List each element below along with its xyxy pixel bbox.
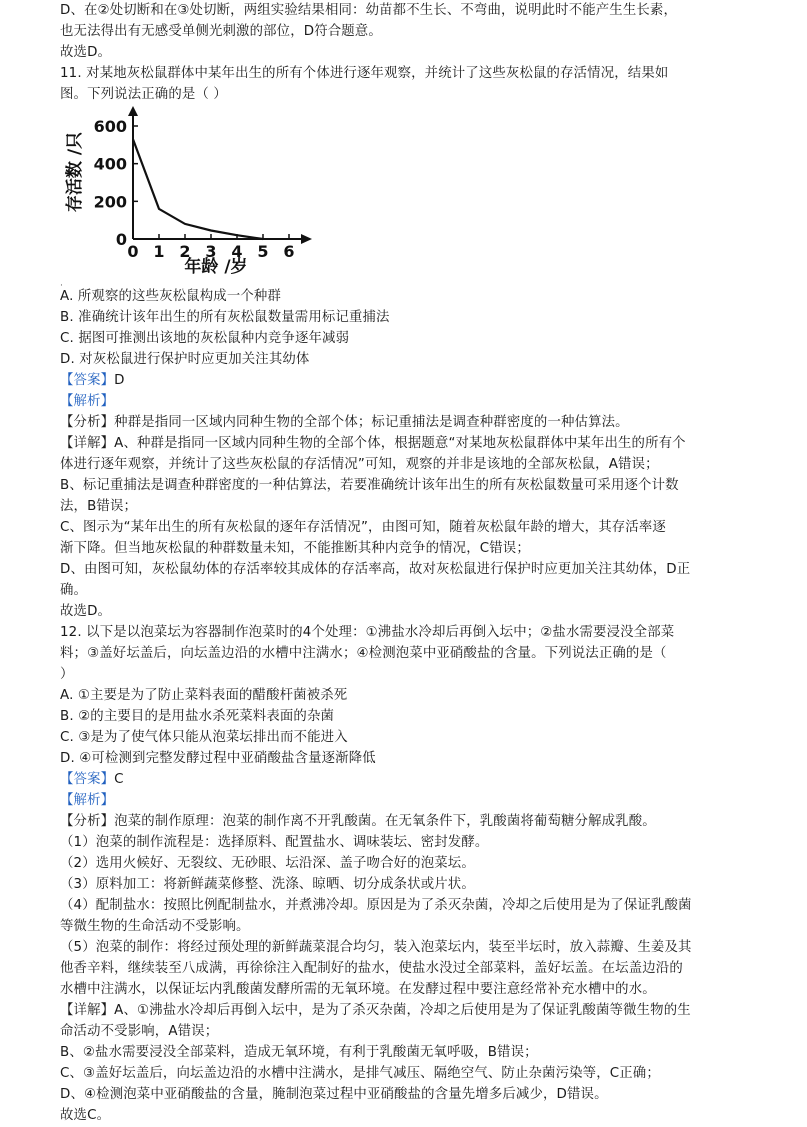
text-line: （5）泡菜的制作：将经过预处理的新鲜蔬菜混合均匀，装入泡菜坛内，装至半坛时，放入蒜瓣、生姜及其 bbox=[60, 940, 692, 955]
option-a: A. 所观察的这些灰松鼠构成一个种群 bbox=[60, 289, 281, 304]
option-b: B. 准确统计该年出生的所有灰松鼠数量需用标记重捕法 bbox=[60, 310, 390, 325]
text-line: 故选D。 bbox=[60, 604, 112, 619]
text-line: （3）原料加工：将新鲜蔬菜修整、洗涤、晾晒、切分成条状或片状。 bbox=[60, 877, 475, 892]
question-11-stem: 11. 对某地灰松鼠群体中某年出生的所有个体进行逐年观察，并统计了这些灰松鼠的存活情况，结果如 bbox=[60, 66, 669, 81]
text-line: （1）泡菜的制作流程是：选择原料、配置盐水、调味装坛、密封发酵。 bbox=[60, 835, 489, 850]
option-c: C. 据图可推测出该地的灰松鼠种内竞争逐年减弱 bbox=[60, 331, 350, 346]
answer-line bbox=[60, 769, 124, 790]
text-line: B、标记重捕法是调查种群密度的一种估算法，若要准确统计该年出生的所有灰松鼠数量可采用逐个计数 bbox=[60, 478, 679, 493]
text-line: A. ①主要是为了防止菜料表面的醋酸杆菌被杀死 bbox=[60, 688, 348, 703]
x-tick-label: 0 bbox=[127, 242, 139, 261]
x-axis-label: 年龄 /岁 bbox=[184, 257, 248, 277]
x-tick-label: 3 bbox=[205, 242, 217, 261]
text-line: 【详解】A、①沸盐水冷却后再倒入坛中，是为了杀灭杂菌，冷却之后使用是为了保证乳酸菌等微生物的生 bbox=[60, 1003, 691, 1018]
y-axis-label bbox=[64, 132, 85, 212]
answer-value: C bbox=[114, 772, 124, 787]
text-line: 【分析】泡菜的制作原理：泡菜的制作离不开乳酸菌。在无氧条件下，乳酸菌将葡萄糖分解成乳酸。 bbox=[60, 814, 656, 829]
figure-dot: · bbox=[60, 281, 64, 291]
text-line: B. ②的主要目的是用盐水杀死菜料表面的杂菌 bbox=[60, 709, 335, 724]
text-line: 体进行逐年观察，并统计了这些灰松鼠的存活情况”可知，观察的并非是该地的全部灰松鼠，A错误； bbox=[60, 457, 659, 472]
text-line: 法，B错误； bbox=[60, 499, 138, 514]
x-axis-arrow bbox=[301, 234, 312, 244]
text-line: 【详解】A、种群是指同一区域内同种生物的全部个体，根据题意“对某地灰松鼠群体中某年出生的所有个 bbox=[60, 436, 686, 451]
x-tick-label: 1 bbox=[153, 242, 165, 261]
question-11-stem: 图。下列说法正确的是（ ） bbox=[60, 87, 227, 102]
text-line: 也无法得出有无感受单侧光刺激的部位，D符合题意。 bbox=[60, 24, 382, 39]
x-tick-label: 4 bbox=[231, 242, 243, 261]
text-line: D、④检测泡菜中亚硝酸盐的含量，腌制泡菜过程中亚硝酸盐的含量先增多后减少，D错误。 bbox=[60, 1087, 608, 1102]
answer-tag: 【答案】 bbox=[60, 373, 115, 388]
text-line: 故选C。 bbox=[60, 1108, 111, 1123]
y-tick-label: 200 bbox=[93, 192, 127, 212]
answer-tag: 【答案】 bbox=[60, 772, 115, 787]
x-tick-label: 2 bbox=[179, 242, 191, 261]
text-line: 水槽中注满水，以保证坛内乳酸菌发酵所需的无氧环境。在发酵过程中要注意经常补充水槽中的水。 bbox=[60, 982, 656, 997]
text-line: 他香辛料，继续装至八成满，再徐徐注入配制好的盐水，使盐水没过全部菜料，盖好坛盖。在坛盖边沿的 bbox=[60, 961, 683, 976]
text-line: 料；③盖好坛盖后，向坛盖边沿的水槽中注满水；④检测泡菜中亚硝酸盐的含量。下列说法正确的是（ bbox=[60, 646, 667, 661]
text-line: C、③盖好坛盖后，向坛盖边沿的水槽中注满水，是排气减压、隔绝空气、防止杂菌污染等，C正确； bbox=[60, 1066, 660, 1081]
text-line: 【分析】种群是指同一区域内同种生物的全部个体；标记重捕法是调查种群密度的一种估算法。 bbox=[60, 415, 629, 430]
text-line: 确。 bbox=[60, 583, 88, 598]
text-line: B、②盐水需要浸没全部菜料，造成无氧环境，有利于乳酸菌无氧呼吸，B错误； bbox=[60, 1045, 538, 1060]
option-d: D. 对灰松鼠进行保护时应更加关注其幼体 bbox=[60, 352, 310, 367]
explanation-tag: 【解析】 bbox=[60, 793, 115, 808]
explanation-tag: 【解析】 bbox=[60, 394, 115, 409]
text-line: 等微生物的生命活动不受影响。 bbox=[60, 919, 250, 934]
y-tick-group bbox=[94, 117, 138, 249]
text-line: D、由图可知，灰松鼠幼体的存活率较其成体的存活率高，故对灰松鼠进行保护时应更加关注其幼体，D正 bbox=[60, 562, 691, 577]
answer-value: D bbox=[114, 373, 125, 388]
y-tick-label: 600 bbox=[93, 117, 127, 136]
text-line: 故选D。 bbox=[60, 45, 112, 60]
text-line: C. ③是为了使气体只能从泡菜坛排出而不能进入 bbox=[60, 730, 348, 745]
text-line: （4）配制盐水：按照比例配制盐水，并煮沸冷却。原因是为了杀灭杂菌，冷却之后使用是为了保证乳酸菌 bbox=[60, 898, 692, 913]
text-line: D. ④可检测到完整发酵过程中亚硝酸盐含量逐渐降低 bbox=[60, 751, 376, 766]
text-line: D、在②处切断和在③处切断，两组实验结果相同：幼苗都不生长、不弯曲，说明此时不能产生生长素， bbox=[60, 3, 678, 18]
y-tick-label: 400 bbox=[93, 154, 127, 174]
y-axis-label-text: 存活数 /只 bbox=[65, 131, 85, 213]
x-tick-label: 5 bbox=[257, 242, 269, 261]
y-tick-label: 0 bbox=[115, 230, 127, 249]
text-line: ） bbox=[60, 667, 74, 682]
text-line: C、图示为“某年出生的所有灰松鼠的逐年存活情况”，由图可知，随着灰松鼠年龄的增大，其存活率逐 bbox=[60, 520, 666, 535]
text-line: 渐下降。但当地灰松鼠的种群数量未知，不能推断其种内竞争的情况，C错误； bbox=[60, 541, 530, 556]
text-line: （2）选用火候好、无裂纹、无砂眼、坛沿深、盖子吻合好的泡菜坛。 bbox=[60, 856, 475, 871]
text-line: 命活动不受影响，A错误； bbox=[60, 1024, 219, 1039]
series-line bbox=[133, 139, 263, 239]
x-tick-label: 6 bbox=[283, 242, 295, 261]
text-line: 12. 以下是以泡菜坛为容器制作泡菜时的4个处理：①沸盐水冷却后再倒入坛中；②盐水需要浸没全部菜 bbox=[60, 625, 675, 640]
y-axis-arrow bbox=[128, 106, 138, 116]
survival-line-chart bbox=[58, 104, 328, 284]
answer-line bbox=[60, 370, 125, 391]
